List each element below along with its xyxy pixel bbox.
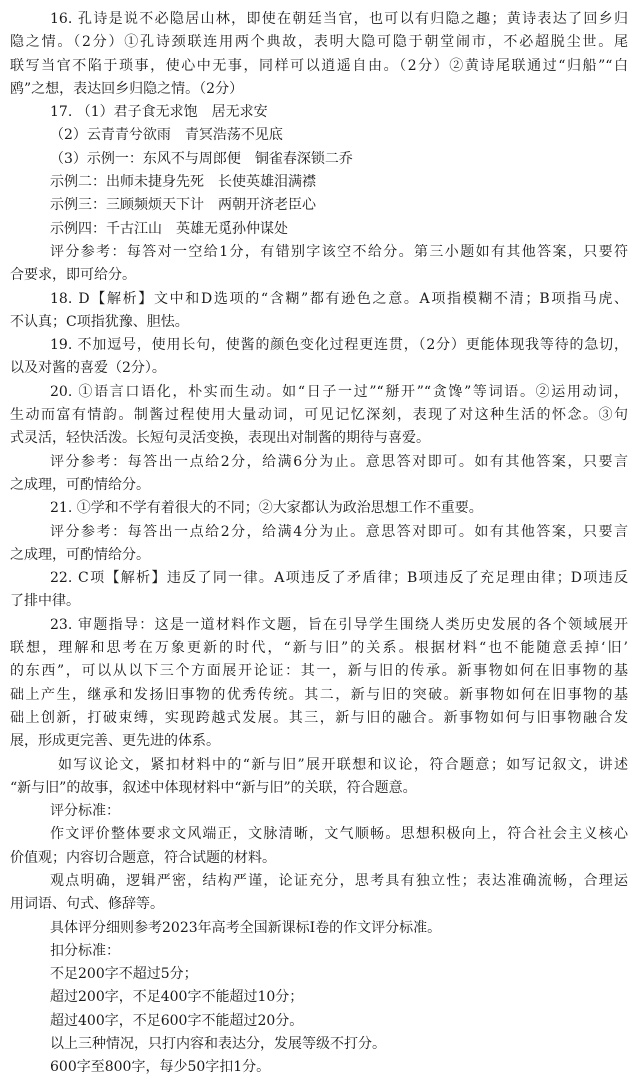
text-line: 17. （1）君子食无求饱 居无求安	[50, 104, 268, 121]
text-line: 隐之情。（2分）①孔诗颈联连用两个典故，表明大隐可隐于朝堂闹市，不必超脱尘世。尾	[10, 34, 628, 51]
text-line: 础上创新，打破束缚，实现跨越式发展。其三，新与旧的融合。新事物如何与旧事物融合发	[10, 709, 628, 726]
text-line: 具体评分细则参考2023年高考全国新课标Ⅰ卷的作文评分标准。	[50, 919, 442, 936]
text-line: 之成理，可酌情给分。	[10, 476, 150, 493]
text-line: 的东西”，可以从以下三个方面展开论证：其一，新与旧的传承。新事物如何在旧事物的基	[10, 663, 628, 680]
text-line: 扣分标准：	[50, 942, 120, 959]
text-line: “新与旧”的故事，叙述中体现材料中“新与旧”的关联，符合题意。	[10, 779, 417, 796]
text-line: 联写当官不陷于琐事，使心中无事，同样可以逍遥自由。（2分）②黄诗尾联通过“归船”“白	[10, 57, 628, 74]
text-line: 评分参考：每答出一点给2分，给满4分为止。意思答对即可。如有其他答案，只要言	[50, 523, 628, 540]
text-line: 不认真；C项指犹豫、胆怯。	[10, 313, 189, 330]
text-line: 示例三：三顾频烦天下计 两朝开济老臣心	[50, 197, 316, 214]
text-line: 超过400字，不足600字不能超过20分。	[50, 1012, 304, 1029]
text-line: 作文评价整体要求文风端正，文脉清晰，文气顺畅。思想积极向上，符合社会主义核心	[50, 826, 628, 843]
text-line: 鸥”之想，表达回乡归隐之情。（2分）	[10, 80, 244, 97]
text-line: 600字至800字，每少50字扣1分。	[50, 1059, 271, 1076]
text-line: （3）示例一：东风不与周郎便 铜雀春深锁二乔	[50, 150, 353, 167]
text-line: 以上三种情况，只打内容和表达分，发展等级不打分。	[50, 1036, 386, 1053]
text-line: 超过200字，不足400字不能超过10分；	[50, 989, 304, 1006]
text-line: 联想，理解和思考在万象更新的时代，“新与旧”的关系。根据材料“也不能随意丢掉‘旧’	[10, 640, 628, 657]
text-line: 21. ①学和不学有着很大的不同；②大家都认为政治思想工作不重要。	[50, 500, 483, 517]
text-line: 示例四：千古江山 英雄无觅孙仲谋处	[50, 220, 288, 237]
text-line: 生动而富有情韵。制酱过程使用大量动词，可见记忆深刻，表现了对这种生活的怀念。③句	[10, 407, 628, 424]
text-line: 22. C项【解析】违反了同一律。A项违反了矛盾律；B项违反了充足理由律；D项违反	[50, 570, 628, 587]
text-line: 展，形成更完善、更先进的体系。	[10, 733, 220, 750]
text-line: 评分标准：	[50, 803, 120, 820]
text-line: 19. 不加逗号，使用长句，使酱的颜色变化过程更连贯，（2分）更能体现我等待的急切，	[50, 337, 628, 354]
text-line: 如写议论文，紧扣材料中的“新与旧”展开联想和议论，符合题意；如写记叙文，讲述	[58, 756, 628, 773]
text-line: （2）云青青兮欲雨 青冥浩荡不见底	[50, 127, 283, 144]
text-line: 评分参考：每答出一点给2分，给满6分为止。意思答对即可。如有其他答案，只要言	[50, 453, 628, 470]
text-line: 23. 审题指导：这是一道材料作文题，旨在引导学生围绕人类历史发展的各个领域展开	[50, 616, 628, 633]
text-line: 观点明确，逻辑严密，结构严谨，论证充分，思考具有独立性；表达准确流畅，合理运	[50, 872, 628, 889]
text-line: 以及对酱的喜爱（2分）。	[10, 360, 166, 377]
text-line: 合要求，即可给分。	[10, 267, 136, 284]
text-line: 之成理，可酌情给分。	[10, 546, 150, 563]
text-line: 用词语、句式、修辞等。	[10, 896, 164, 913]
text-line: 不足200字不超过5分；	[50, 966, 198, 983]
text-line: 20. ①语言口语化，朴实而生动。如“日子一过”“掰开”“贪馋”等词语。②运用动词，	[50, 383, 628, 400]
text-line: 18. D【解析】文中和D选项的“含糊”都有逊色之意。A项指模糊不清；B项指马虎、	[50, 290, 628, 307]
text-line: 价值观；内容切合题意，符合试题的材料。	[10, 849, 276, 866]
text-line: 础上产生，继承和发扬旧事物的优秀传统。其二，新与旧的突破。新事物如何在旧事物的基	[10, 686, 628, 703]
text-line: 式灵活，轻快活泼。长短句灵活变换，表现出对制酱的期待与喜爱。	[10, 430, 430, 447]
text-line: 16. 孔诗是说不必隐居山林，即使在朝廷当官，也可以有归隐之趣；黄诗表达了回乡归	[50, 11, 628, 27]
text-line: 了排中律。	[10, 593, 80, 610]
text-line: 示例二：出师未捷身先死 长使英雄泪满襟	[50, 174, 316, 191]
text-line: 评分参考：每答对一空给1分，有错别字该空不给分。第三小题如有其他答案，只要符	[50, 243, 628, 260]
